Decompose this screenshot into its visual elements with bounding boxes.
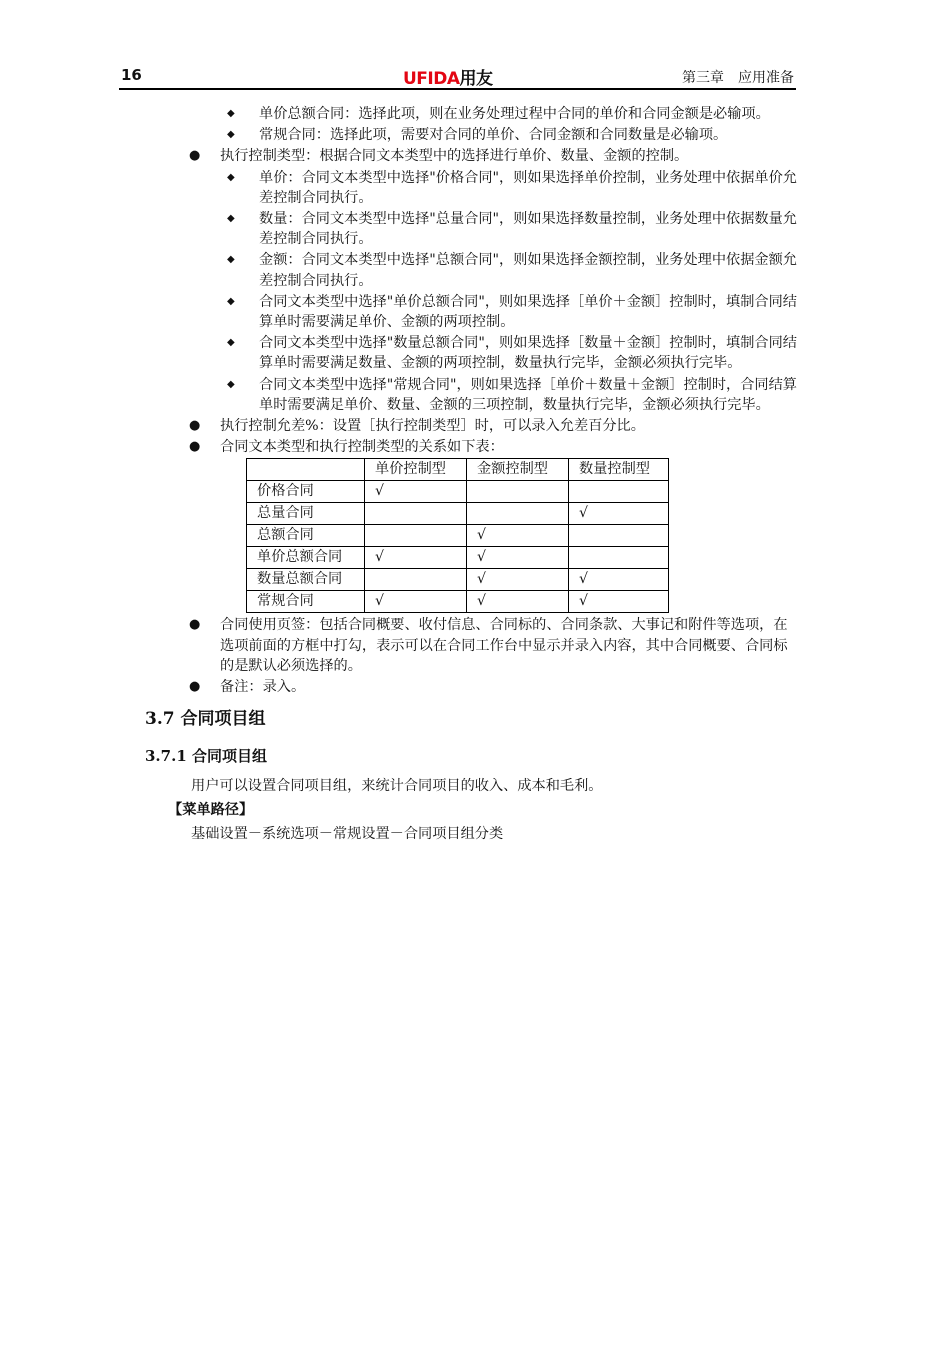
table-row xyxy=(247,525,669,547)
list-item-text: 备注：录入。 xyxy=(220,679,306,696)
bottom-bullet-list xyxy=(0,615,952,697)
list-item-text: 合同使用页签：包括合同概要、收付信息、合同标的、合同条款、大事记和附件等选项，在选项前面的方框中打勾，表示可以在合同工作台中显示并录入内容，其中合同概要、合同标的是默认必须选择的。 xyxy=(220,617,788,674)
page-header xyxy=(119,62,796,90)
page-number: 16 xyxy=(121,66,142,84)
logo-brand: UFIDA xyxy=(403,69,460,89)
list-item xyxy=(227,292,797,332)
row-label-cell: 数量总额合同 xyxy=(247,569,365,591)
list-item xyxy=(189,437,797,457)
row-label-cell: 单价总额合同 xyxy=(247,547,365,569)
table-row xyxy=(247,591,669,613)
check-cell: √ xyxy=(365,547,467,569)
check-cell xyxy=(569,525,669,547)
list-item xyxy=(189,677,797,697)
bullet-dot-icon: ● xyxy=(189,418,201,434)
check-cell: √ xyxy=(569,503,669,525)
check-cell xyxy=(467,481,569,503)
bullet-diamond-icon: ◆ xyxy=(227,378,235,390)
list-item xyxy=(227,168,797,208)
list-item-text: 合同文本类型中选择"数量总额合同"，则如果选择［数量＋金额］控制时，填制合同结算单时需要满足数量、金额的两项控制，数量执行完毕，金额必须执行完毕。 xyxy=(259,335,797,372)
section-paragraph: 用户可以设置合同项目组，来统计合同项目的收入、成本和毛利。 xyxy=(191,777,603,794)
bullet-dot-icon: ● xyxy=(189,679,201,695)
list-item-text: 金额：合同文本类型中选择"总额合同"，则如果选择金额控制，业务处理中依据金额允差控制合同执行。 xyxy=(259,252,797,289)
table-header-row xyxy=(247,459,669,481)
check-cell: √ xyxy=(467,591,569,613)
list-item-text: 执行控制允差%：设置［执行控制类型］时，可以录入允差百分比。 xyxy=(220,418,645,435)
check-cell: √ xyxy=(467,547,569,569)
column-header: 单价控制型 xyxy=(365,459,467,481)
list-item-text: 合同文本类型和执行控制类型的关系如下表： xyxy=(220,439,504,456)
list-item xyxy=(227,250,797,290)
row-label-cell: 常规合同 xyxy=(247,591,365,613)
check-cell: √ xyxy=(365,481,467,503)
check-cell xyxy=(365,525,467,547)
check-cell: √ xyxy=(467,525,569,547)
list-item-text: 执行控制类型：根据合同文本类型中的选择进行单价、数量、金额的控制。 xyxy=(220,148,689,165)
check-cell xyxy=(365,569,467,591)
list-item xyxy=(227,104,797,124)
bullet-dot-icon: ● xyxy=(189,439,201,455)
table-row xyxy=(247,569,669,591)
chapter-title: 第三章 应用准备 xyxy=(682,70,794,86)
list-item-text: 数量：合同文本类型中选择"总量合同"，则如果选择数量控制，业务处理中依据数量允差控制合同执行。 xyxy=(259,211,797,248)
list-item xyxy=(189,146,797,166)
section-heading: 3.7 合同项目组 xyxy=(145,709,266,730)
check-cell xyxy=(569,481,669,503)
check-cell xyxy=(365,503,467,525)
check-cell xyxy=(467,503,569,525)
list-item xyxy=(227,333,797,373)
bullet-diamond-icon: ◆ xyxy=(227,171,235,183)
column-header xyxy=(247,459,365,481)
bullet-diamond-icon: ◆ xyxy=(227,337,235,349)
bullet-diamond-icon: ◆ xyxy=(227,254,235,266)
top-bullet-list xyxy=(0,104,952,457)
table-row xyxy=(247,547,669,569)
list-item-text: 合同文本类型中选择"单价总额合同"，则如果选择［单价＋金额］控制时，填制合同结算单时需要满足单价、金额的两项控制。 xyxy=(259,293,797,331)
row-label-cell: 总量合同 xyxy=(247,503,365,525)
column-header: 数量控制型 xyxy=(569,459,669,481)
column-header: 金额控制型 xyxy=(467,459,569,481)
bullet-dot-icon: ● xyxy=(189,617,201,633)
list-item-text: 合同文本类型中选择"常规合同"，则如果选择［单价＋数量＋金额］控制时，合同结算单时需要满足单价、数量、金额的三项控制，数量执行完毕，金额必须执行完毕。 xyxy=(259,376,797,413)
menu-path: 基础设置－系统选项－常规设置－合同项目组分类 xyxy=(191,826,504,843)
check-cell xyxy=(569,547,669,569)
page-content xyxy=(0,104,952,844)
bullet-dot-icon: ● xyxy=(189,148,201,164)
list-item xyxy=(189,615,797,676)
relation-table xyxy=(246,458,669,613)
table-row xyxy=(247,503,669,525)
list-item-text: 单价总额合同：选择此项，则在业务处理过程中合同的单价和合同金额是必输项。 xyxy=(259,106,770,122)
table-row xyxy=(247,481,669,503)
bullet-diamond-icon: ◆ xyxy=(227,129,235,141)
ufida-logo xyxy=(403,64,493,89)
check-cell: √ xyxy=(569,591,669,613)
list-item xyxy=(189,416,797,436)
list-item xyxy=(227,125,797,145)
list-item-text: 单价：合同文本类型中选择"价格合同"，则如果选择单价控制，业务处理中依据单价允差控制合同执行。 xyxy=(259,169,797,206)
list-item-text: 常规合同：选择此项，需要对合同的单价、合同金额和合同数量是必输项。 xyxy=(259,127,728,144)
bullet-diamond-icon: ◆ xyxy=(227,213,235,225)
bullet-diamond-icon: ◆ xyxy=(227,108,235,119)
row-label-cell: 总额合同 xyxy=(247,525,365,547)
menu-path-label: 【菜单路径】 xyxy=(168,801,254,818)
row-label-cell: 价格合同 xyxy=(247,481,365,503)
list-item xyxy=(227,375,797,415)
list-item xyxy=(227,209,797,249)
check-cell: √ xyxy=(467,569,569,591)
subsection-heading: 3.7.1 合同项目组 xyxy=(145,747,267,766)
logo-cn: 用友 xyxy=(459,69,493,89)
check-cell: √ xyxy=(569,569,669,591)
bullet-diamond-icon: ◆ xyxy=(227,295,235,307)
check-cell: √ xyxy=(365,591,467,613)
